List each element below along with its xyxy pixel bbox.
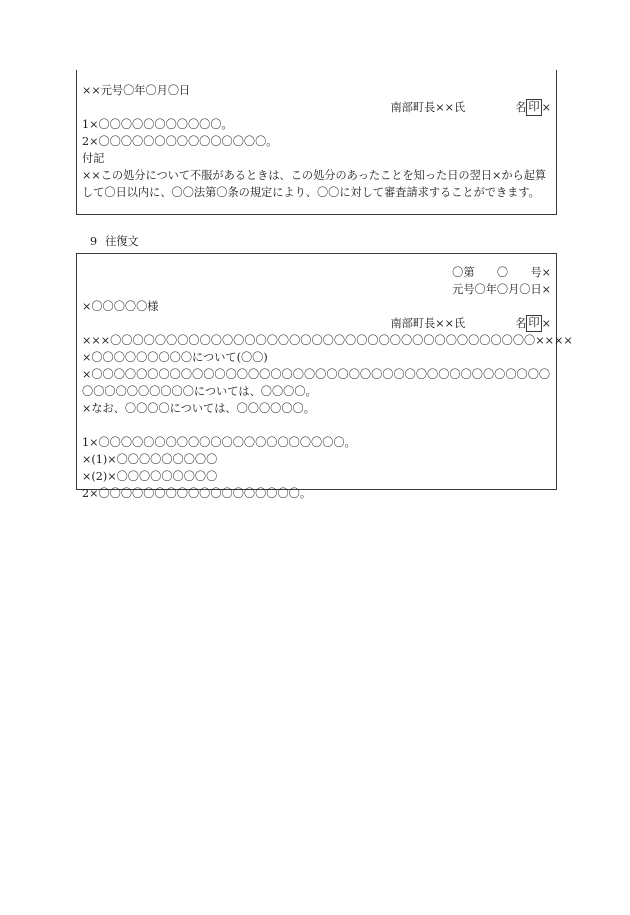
notice-date: ××元号〇年〇月〇日 [82,84,191,97]
list-item: 2×〇〇〇〇〇〇〇〇〇〇〇〇〇〇〇。 [82,135,278,148]
list-subitem: ×(1)×〇〇〇〇〇〇〇〇〇 [82,453,218,466]
document-number: 〇第 〇 号× [452,266,551,279]
note-heading: 付記 [82,152,105,165]
addressee: ×〇〇〇〇〇様 [82,300,159,313]
body-text: ×〇〇〇〇〇〇〇〇〇〇〇〇〇〇〇〇〇〇〇〇〇〇〇〇〇〇〇〇〇〇〇〇〇〇〇〇〇〇〇〇〇〇〇〇〇〇〇〇〇〇〇については、〇〇〇〇。 [82,368,551,398]
list-item: 2×〇〇〇〇〇〇〇〇〇〇〇〇〇〇〇〇〇〇。 [82,487,312,500]
signature-line [82,99,551,116]
list-subitem: ×(2)×〇〇〇〇〇〇〇〇〇 [82,470,218,483]
seal-suffix: × [541,317,551,330]
signer-name: 南部町長××氏 [390,317,466,330]
spacer [82,417,551,434]
seal-stamp: 印 [526,99,541,116]
correspondence-block [76,253,573,500]
signer-name: 南部町長××氏 [390,101,466,114]
list-item: 1×〇〇〇〇〇〇〇〇〇〇〇〇〇〇〇〇〇〇〇〇〇〇。 [82,436,356,449]
disposition-notice-block [76,70,557,215]
seal-prefix: 名 [515,317,527,330]
note-body: ××この処分について不服があるときは、この処分のあったことを知った日の翌日×から起算して〇日以内に、〇〇法第〇条の規定により、〇〇に対して審査請求することができます。 [82,169,547,199]
document-date: 元号〇年〇月〇日× [452,283,551,296]
note-line: ×なお、〇〇〇〇については、〇〇〇〇〇〇。 [82,402,315,415]
section-heading [90,233,139,250]
section-title: 往復文 [105,235,139,248]
about-line: ×〇〇〇〇〇〇〇〇〇について(〇〇) [82,351,268,364]
section-number: 9 [90,235,98,248]
subject-line: ×××〇〇〇〇〇〇〇〇〇〇〇〇〇〇〇〇〇〇〇〇〇〇〇〇〇〇〇〇〇〇〇〇〇〇〇〇〇〇×××× [82,334,573,347]
seal-prefix: 名 [515,101,527,114]
list-item: 1×〇〇〇〇〇〇〇〇〇〇〇。 [82,118,233,131]
signature-line [82,315,551,332]
seal-stamp: 印 [526,315,541,332]
seal-suffix: × [541,101,551,114]
